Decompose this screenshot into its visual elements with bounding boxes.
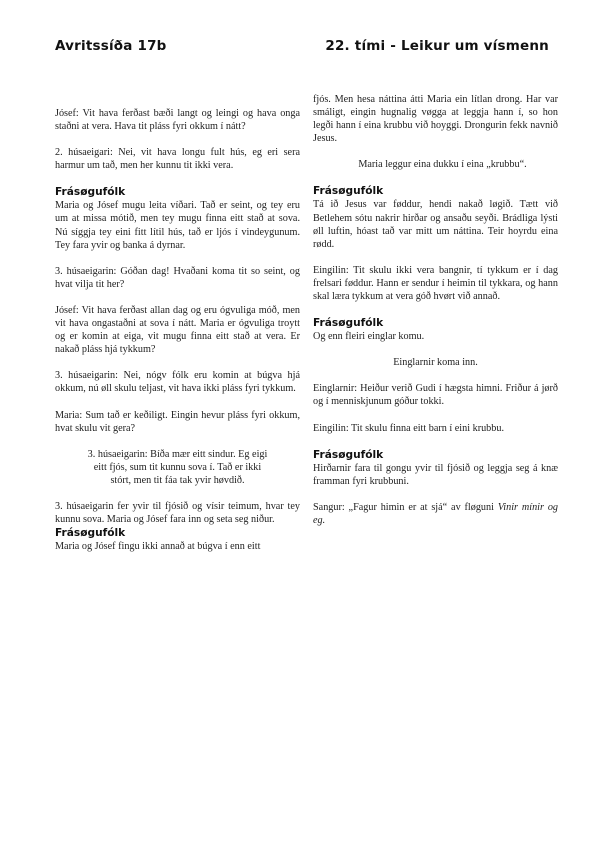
dialogue-paragraph: 2. húsaeigari: Nei, vit hava longu fult hús, eg eri sera harmur um tað, men her kunnu tit ikki vera. bbox=[55, 147, 300, 172]
dialogue-paragraph: Jósef: Vit hava ferðast bæði langt og leingi og hava onga staðni at vera. Hava tit pláss fyri okkum í nátt? bbox=[55, 108, 300, 133]
section-heading: Frásøgufólk bbox=[313, 448, 384, 461]
narration-paragraph: Tá ið Jesus var føddur, hendi nakað løgið. Tætt við Betlehem sótu nakrir hirðar og ansaðu seyði. Brádliga lýsti øll luftin, hóast tað var mitt um náttina. Teir hoyrdu eina rødd. bbox=[313, 199, 558, 250]
song-paragraph bbox=[313, 501, 558, 527]
page-header-left: Avritssíða 17b bbox=[55, 38, 167, 54]
section-heading: Frásøgufólk bbox=[55, 527, 126, 540]
narration-paragraph: Maria og Jósef mugu leita víðari. Tað er seint, og tey eru um at missa mótið, men tey mugu finna eitt stað at sova. Nú síggja tey eini fitt lítil hús, tað er ljós í vindeygunum. Tey fara yvir og banka á dyrnar. bbox=[55, 200, 300, 251]
narration-paragraph: Og enn fleiri einglar komu. bbox=[313, 331, 425, 343]
dialogue-paragraph: 3. húsaeigarin: Nei, nógv fólk eru komin at búgva hjá okkum, nú øll skulu teljast, vit hava ikki pláss fyri tykkum. bbox=[55, 370, 300, 395]
dialogue-paragraph: Jósef: Vit hava ferðast allan dag og eru ógvuliga móð, men vit hava ongastaðni at sova í nátt. Maria er ógvuliga troytt og er komin at eiga, vit mugu finna eitt stað at vera. Er nakað pláss hjá tykkum? bbox=[55, 304, 300, 356]
song-text: Sangur: „Fagur himin er at sjá“ av fløguni bbox=[313, 501, 498, 513]
centered-line: stórt, men tit fáa tak yvir høvdið. bbox=[110, 474, 245, 486]
section-heading: Frásøgufólk bbox=[55, 186, 126, 199]
dialogue-paragraph: Einglarnir: Heiður verið Gudi í hægsta himni. Friður á jørð og í menniskjunum góður tokki. bbox=[313, 383, 558, 408]
centered-dialogue bbox=[55, 448, 300, 487]
song-album-title: Vinir mínir og eg. bbox=[313, 501, 559, 526]
stage-direction: Maria leggur eina dukku í eina „krubbu“. bbox=[358, 159, 527, 171]
left-column bbox=[55, 107, 300, 566]
dialogue-paragraph: Maria: Sum tað er keðiligt. Eingin hevur pláss fyri okkum, hvat skulu vit gera? bbox=[55, 409, 300, 434]
stage-direction: Einglarnir koma inn. bbox=[393, 357, 478, 369]
centered-line: 3. húsaeigarin: Bíða mær eitt sindur. Eg eigi bbox=[87, 448, 268, 460]
section-heading: Frásøgufólk bbox=[313, 185, 384, 198]
narration-paragraph: Hirðarnir fara til gongu yvir til fjósið og leggja seg á knæ framman fyri krubbuni. bbox=[313, 462, 558, 487]
right-column bbox=[313, 93, 558, 540]
section-heading: Frásøgufólk bbox=[313, 317, 384, 330]
centered-line: eitt fjós, sum tit kunnu sova í. Tað er ikki bbox=[93, 461, 262, 473]
stage-direction-paragraph: 3. húsaeigarin fer yvir til fjósið og vísir teimum, hvar tey kunnu sova. Maria og Jósef fara inn og seta seg niður. bbox=[55, 500, 300, 526]
narration-paragraph: fjós. Men hesa náttina átti Maria ein lítlan drong. Har var smáligt, eingin hugnalig vøgga at leggja hann í, so hon legði hann í eina krubbu við hoyggi. Drongurin fekk navnið Jesus. bbox=[313, 94, 558, 145]
dialogue-paragraph: Eingilin: Tit skulu finna eitt barn í eini krubbu. bbox=[313, 422, 505, 434]
dialogue-paragraph: 3. húsaeigarin: Góðan dag! Hvaðani koma tit so seint, og hvat vilja tit her? bbox=[55, 265, 300, 290]
page-header-right: 22. tími - Leikur um vísmenn bbox=[325, 38, 549, 54]
dialogue-paragraph: Eingilin: Tit skulu ikki vera bangnir, tí tykkum er í dag frelsari føddur. Hann er sendur í heimin til tykkara, og hann skal læra tykkum at vera góð hvørt við annað. bbox=[313, 264, 558, 303]
narration-paragraph: Maria og Jósef fingu ikki annað at búgva í enn eitt bbox=[55, 541, 261, 553]
